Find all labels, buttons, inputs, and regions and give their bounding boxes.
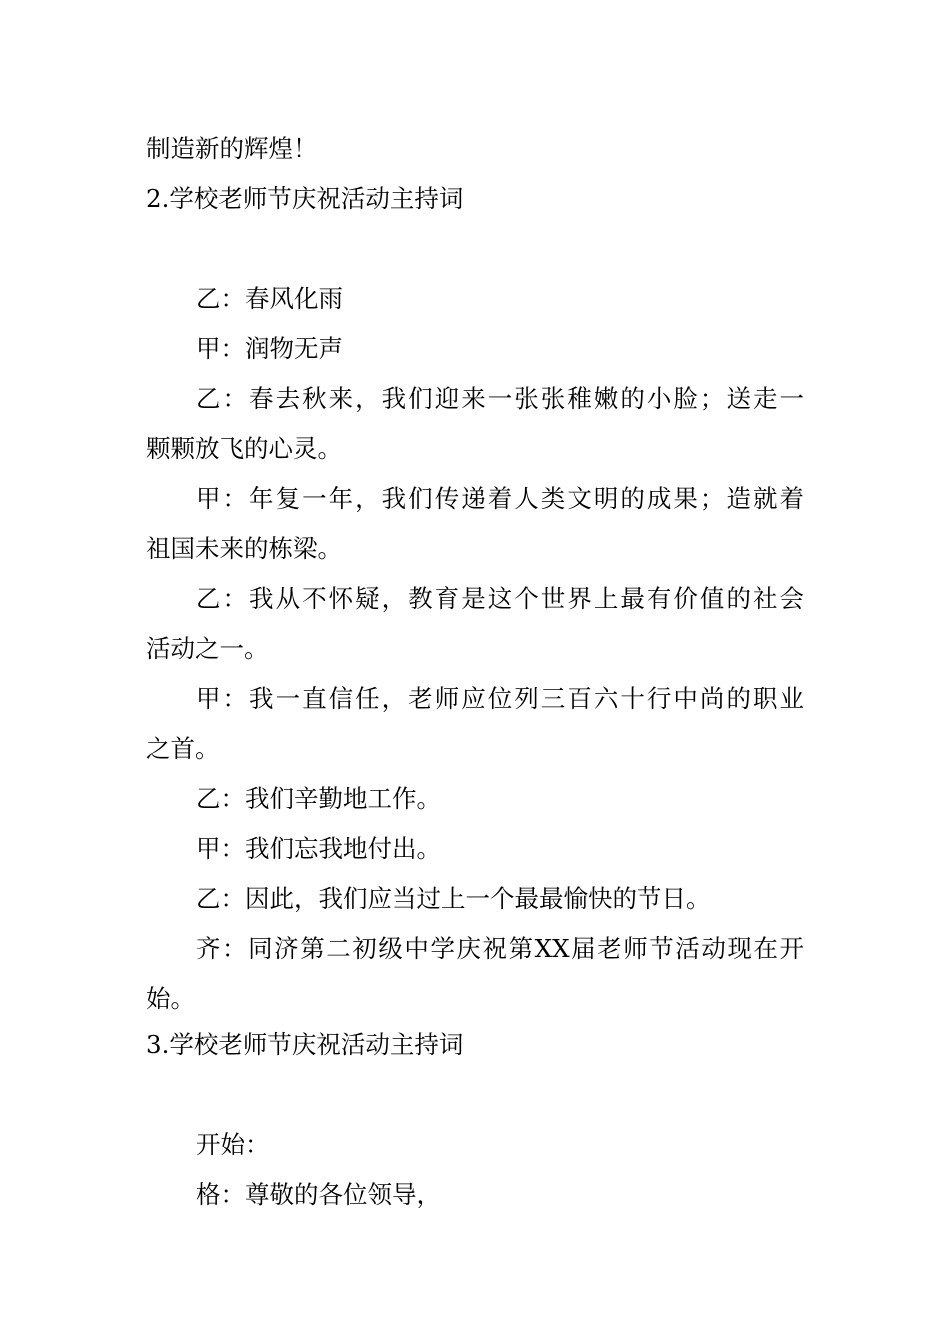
section-heading: 3.学校老师节庆祝活动主持词 xyxy=(146,1030,464,1059)
section-heading: 2.学校老师节庆祝活动主持词 xyxy=(146,184,464,213)
text-line: 乙：因此，我们应当过上一个最最愉快的节日。 xyxy=(196,884,711,913)
text-line: 格：尊敬的各位领导， xyxy=(196,1180,441,1209)
text-line: 制造新的辉煌！ xyxy=(146,134,318,163)
text-line: 乙：春风化雨 xyxy=(196,284,343,313)
text-line: 甲：我一直信任，老师应位列三百六十行中尚的职业 xyxy=(196,684,804,713)
text-line: 开始： xyxy=(196,1130,270,1159)
text-line: 祖国未来的栋梁。 xyxy=(146,534,342,563)
text-line: 乙：我们辛勤地工作。 xyxy=(196,784,441,813)
text-line: 活动之一。 xyxy=(146,634,269,663)
text-line: 齐：同济第二初级中学庆祝第XX届老师节活动现在开 xyxy=(196,934,804,963)
text-line: 乙：春去秋来，我们迎来一张张稚嫩的小脸；送走一 xyxy=(196,384,804,413)
text-line: 甲：年复一年，我们传递着人类文明的成果；造就着 xyxy=(196,484,804,513)
text-line: 乙：我从不怀疑，教育是这个世界上最有价值的社会 xyxy=(196,584,804,613)
text-line: 颗颗放飞的心灵。 xyxy=(146,434,342,463)
text-line: 甲：我们忘我地付出。 xyxy=(196,834,441,863)
text-line: 甲：润物无声 xyxy=(196,334,343,363)
text-line: 始。 xyxy=(146,984,195,1013)
text-line: 之首。 xyxy=(146,734,220,763)
